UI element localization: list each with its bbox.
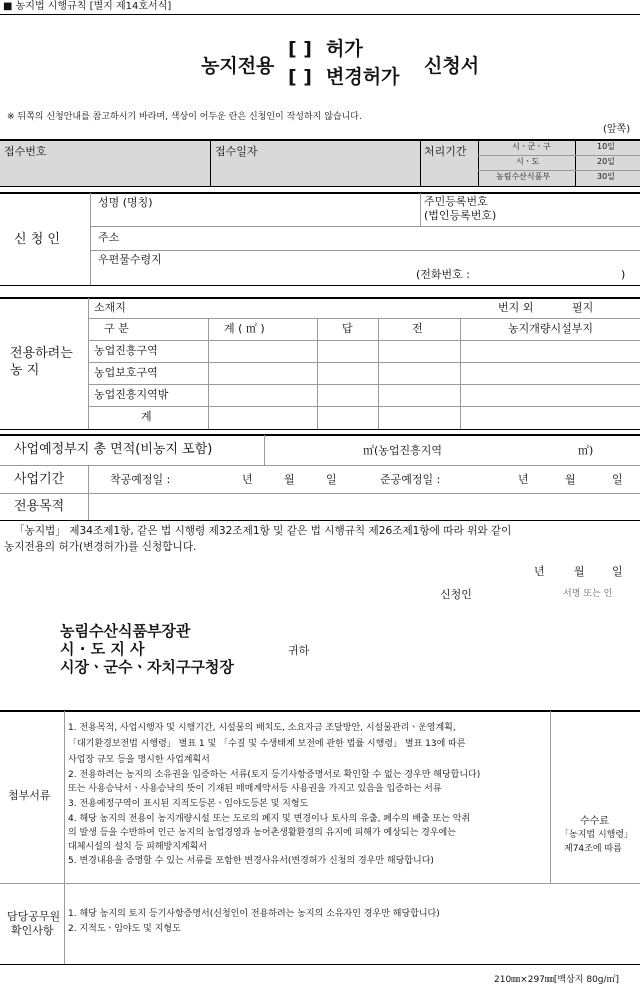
attachment-line: 「대기환경보전법 시행령」 별표 1 및 「수질 및 수생태계 보전에 관한 법률 시행령」 별표 13에 따른: [68, 739, 466, 749]
period-agency: 시ㆍ군ㆍ구: [512, 142, 551, 151]
parcel-label: 필지: [572, 301, 594, 314]
title-checkbox-change[interactable]: [ ]: [288, 66, 312, 88]
location-label: 소재지: [94, 301, 126, 314]
sign-or-seal: 서명 또는 인: [563, 589, 613, 599]
start-day: 일: [326, 473, 337, 486]
recipient-mayor: 시장ㆍ군수ㆍ자치구구청장: [60, 658, 234, 676]
attachment-line: 대체시설의 설치 등 피해방지계획서: [68, 842, 207, 852]
paper-spec: 210㎜×297㎜[백상지 80g/㎡]: [494, 975, 620, 985]
law-reference: ■ 농지법 시행규칙 [별지 제14호서식]: [3, 1, 172, 12]
row-label: 농업보호구역: [94, 366, 158, 379]
area-unit-close: ㎡): [578, 444, 594, 457]
total-area-label: 사업예정부지 총 면적(비농지 포함): [14, 442, 213, 457]
address-label: 주소: [98, 231, 120, 244]
officer-label-2: 확인사항: [11, 924, 54, 937]
period-agency: 시ㆍ도: [516, 157, 540, 166]
name-label: 성명 (명칭): [98, 196, 153, 209]
completion-month: 월: [565, 473, 576, 486]
officer-item: 2. 지적도ㆍ임야도 및 지형도: [68, 924, 181, 934]
declaration-text-1: 「농지법」 제34조제1항, 같은 법 시행령 제32조제1항 및 같은 법 시행규칙 제26조제1항에 따라 위와 같이: [14, 525, 512, 537]
business-period-label: 사업기간: [14, 472, 65, 487]
col-header-paddy: 답: [342, 322, 353, 335]
recipient-governor: 시 · 도 지 사: [60, 640, 145, 658]
attachments-label: 첨부서류: [8, 789, 51, 802]
declaration-text-2: 농지전용의 허가(변경허가)를 신청합니다.: [4, 541, 197, 553]
period-days: 10일: [597, 142, 615, 151]
row-label: 농업진흥지역밖: [94, 388, 169, 401]
attachment-line: 의 발생 등을 수반하여 인근 농지의 농업경영과 농어촌생활환경의 유지에 피해가 예상되는 경우에는: [68, 828, 456, 838]
header-rule: [0, 14, 640, 15]
start-date-label: 착공예정일 :: [110, 473, 171, 486]
col-header-total: 계 ( ㎡ ): [224, 322, 265, 335]
receipt-date-label: 접수일자: [215, 145, 258, 158]
attachment-line: 3. 전용예정구역이 표시된 지적도등본ㆍ임야도등본 및 지형도: [68, 799, 309, 809]
purpose-label: 전용목적: [14, 499, 65, 514]
declaration-day: 일: [612, 565, 623, 578]
row-label-total: 계: [141, 410, 152, 423]
declaration-month: 월: [574, 565, 585, 578]
honorific: 귀하: [288, 644, 310, 657]
attachment-line: 5. 변경내용을 증명할 수 있는 서류를 포함한 변경사유서(변경허가 신청의 경우만 해당합니다): [68, 856, 434, 866]
declaration-year: 년: [534, 565, 545, 578]
period-agency: 농림수산식품부: [496, 172, 551, 181]
fee-label: 수수료: [580, 816, 609, 827]
attachment-line: 사업장 규모 등을 명시한 사업계획서: [68, 755, 210, 765]
col-header-field: 전: [412, 322, 423, 335]
corp-reg-label: (법인등록번호): [424, 209, 497, 222]
attachment-line: 4. 해당 농지의 전용이 농지개량시설 또는 도로의 폐지 및 변경이나 토사의 유출, 폐수의 배출 또는 악취: [68, 814, 471, 824]
row-label: 농업진흥구역: [94, 344, 158, 357]
completion-date-label: 준공예정일 :: [380, 473, 441, 486]
lot-label: 번지 외: [498, 301, 534, 314]
title-change-permit: 변경허가: [326, 66, 400, 88]
attachment-line: 2. 전용하려는 농지의 소유권을 입증하는 서류(토지 등기사항증명서로 확인할 수 없는 경우만 해당합니다): [68, 770, 481, 780]
officer-item: 1. 해당 농지의 토지 등기사항증명서(신청인이 전용하려는 농지의 소유자인 경우만 해당합니다): [68, 909, 440, 919]
period-days: 30일: [597, 172, 615, 181]
officer-label-1: 담당공무원: [7, 910, 61, 923]
col-header-type: 구 분: [104, 322, 129, 335]
land-section-label-1: 전용하려는: [10, 346, 73, 361]
instruction-note: ※ 뒤쪽의 신청안내를 참고하시기 바라며, 색상이 어두운 란은 신청인이 작성하지 않습니다.: [7, 112, 362, 122]
fee-law: 「농지법 시행령」: [560, 830, 634, 840]
col-header-facility: 농지개량시설부지: [508, 322, 594, 335]
area-unit: ㎡(농업진흥지역: [363, 444, 443, 457]
land-section-label-2: 농 지: [10, 363, 40, 378]
completion-day: 일: [612, 473, 623, 486]
fee-article: 제74조에 따름: [564, 844, 622, 854]
completion-year: 년: [518, 473, 529, 486]
page-side: (앞쪽): [603, 124, 631, 135]
attachment-line: 1. 전용목적, 사업시행자 및 시행기간, 시설물의 배치도, 소요자금 조달방안, 시설물관리ㆍ운영계획,: [68, 723, 456, 733]
period-days: 20일: [597, 157, 615, 166]
title-permit: 허가: [326, 38, 363, 60]
reg-number-label: 주민등록번호: [424, 195, 488, 208]
processing-period-label: 처리기간: [424, 145, 467, 158]
start-year: 년: [242, 473, 253, 486]
mail-address-label: 우편물수령지: [98, 253, 162, 266]
title-checkbox-permit[interactable]: [ ]: [288, 38, 312, 60]
phone-label: (전화번호 :: [416, 268, 470, 281]
applicant-signature-label: 신청인: [440, 588, 472, 601]
recipient-minister: 농림수산식품부장관: [60, 622, 191, 640]
phone-close: ): [621, 268, 626, 281]
applicant-section-label: 신 청 인: [14, 232, 60, 247]
title-suffix: 신청서: [424, 55, 480, 77]
receipt-number-label: 접수번호: [4, 145, 47, 158]
attachment-line: 또는 사용승낙서ㆍ사용승낙의 뜻이 기재된 매매계약서등 사용권을 가지고 있음을 입증하는 서류: [68, 784, 442, 794]
start-month: 월: [284, 473, 295, 486]
title-prefix: 농지전용: [201, 55, 275, 77]
